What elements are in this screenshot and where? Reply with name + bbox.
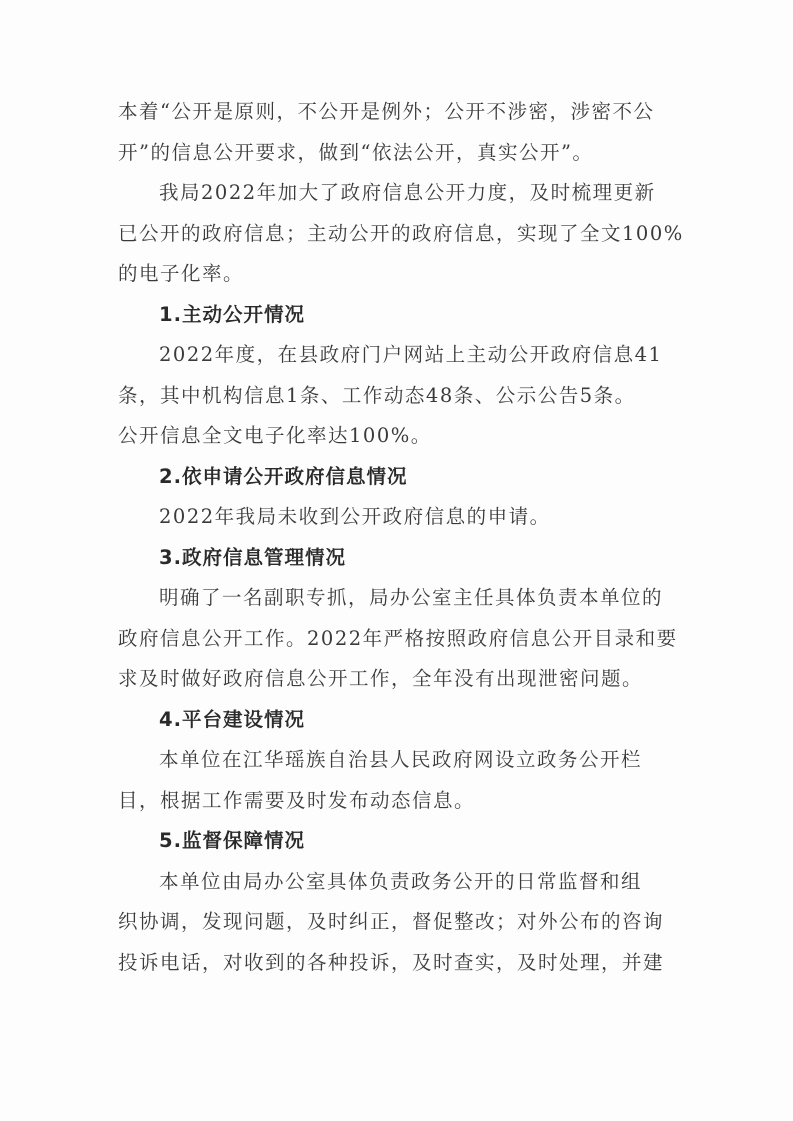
text-line: 的电子化率。 <box>118 262 245 285</box>
text-line: 2022年度，在县政府门户网站上主动公开政府信息41 <box>159 343 663 366</box>
text-line: 公开信息全文电子化率达100%。 <box>118 424 432 447</box>
section-heading-1: 1.主动公开情况 <box>159 302 305 326</box>
section-heading-4: 4.平台建设情况 <box>159 707 305 731</box>
text-line: 开”的信息公开要求，做到“依法公开，真实公开”。 <box>118 140 594 164</box>
text-line: 本着“公开是原则，不公开是例外；公开不涉密，涉密不公 <box>118 100 655 123</box>
text-line: 条，其中机构信息1条、工作动态48条、公示公告5条。 <box>118 383 636 407</box>
text-line: 我局2022年加大了政府信息公开力度，及时梳理更新 <box>159 181 656 204</box>
text-line: 本单位在江华瑶族自治县人民政府网设立政务公开栏 <box>159 748 643 771</box>
text-line: 本单位由局办公室具体负责政务公开的日常监督和组 <box>159 869 643 893</box>
text-line: 织协调，发现问题，及时纠正，督促整改；对外公布的咨询 <box>118 910 665 933</box>
text-line: 已公开的政府信息；主动公开的政府信息，实现了全文100% <box>118 221 684 245</box>
text-line: 求及时做好政府信息公开工作，全年没有出现泄密问题。 <box>118 667 644 690</box>
text-line: 投诉电话，对收到的各种投诉，及时查实，及时处理，并建 <box>118 950 665 974</box>
document-body <box>118 92 684 983</box>
text-line: 明确了一名副职专抓，局办公室主任具体负责本单位的 <box>159 586 664 609</box>
text-line: 目，根据工作需要及时发布动态信息。 <box>118 788 476 812</box>
section-heading-5: 5.监督保障情况 <box>159 829 305 852</box>
section-heading-3: 3.政府信息管理情况 <box>159 545 346 569</box>
text-line: 政府信息公开工作。2022年严格按照政府信息公开目录和要 <box>118 626 678 650</box>
section-heading-2: 2.依申请公开政府信息情况 <box>159 464 408 488</box>
text-line: 2022年我局未收到公开政府信息的申请。 <box>159 505 551 528</box>
